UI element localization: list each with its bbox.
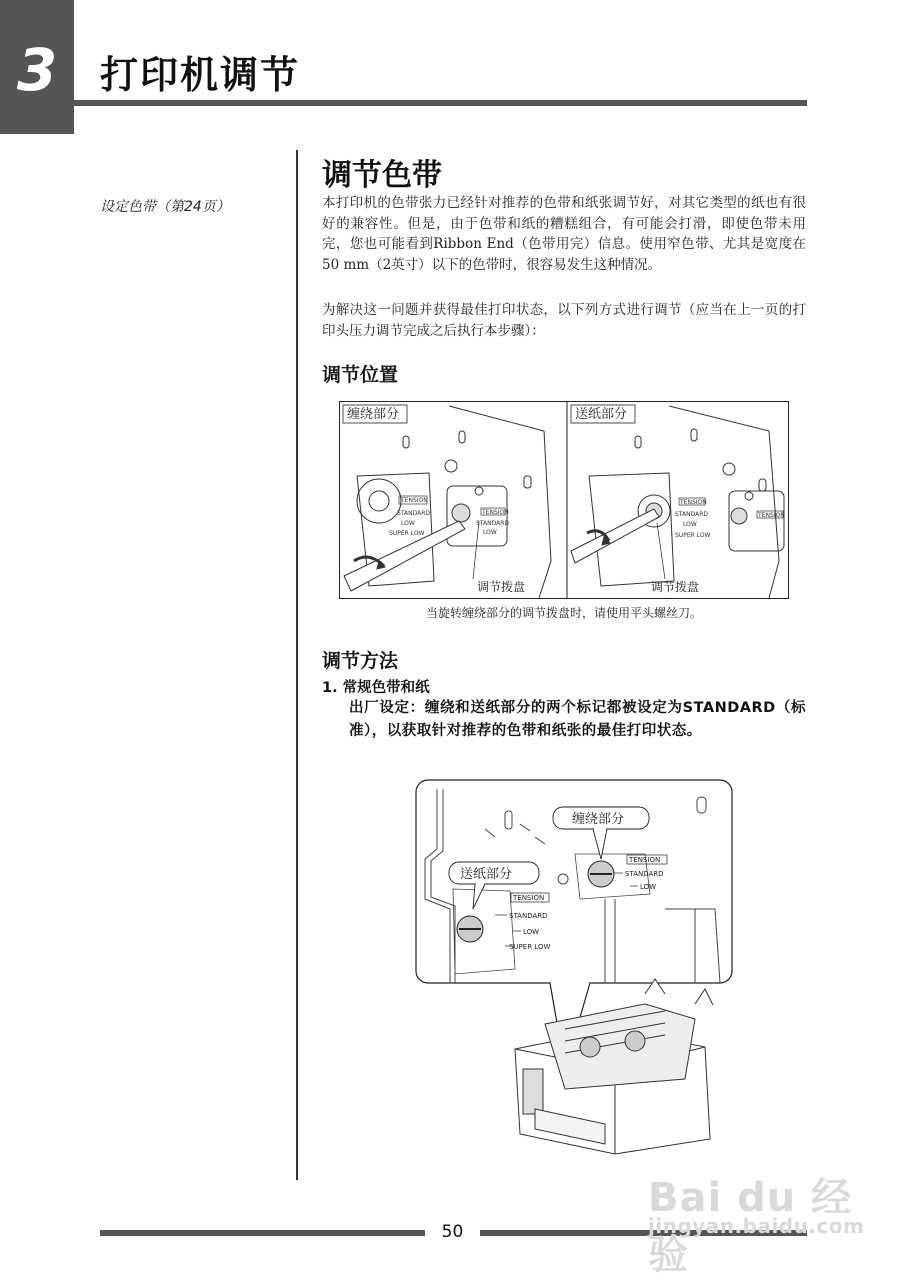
feed-section-label: 送纸部分	[575, 407, 628, 422]
page-number: 50	[441, 1222, 464, 1242]
baidu-watermark-url: jingyan.baidu.com	[648, 1214, 865, 1238]
tension-text-3: TENSION	[680, 499, 707, 506]
chapter-number: 3	[16, 36, 58, 104]
intro-paragraph: 本打印机的色带张力已经针对推荐的色带和纸张调节好，对其它类型的纸也有很好的兼容性。但是，由于色带和纸的糟糕组合，有可能会打滑，即使色带未用完，您也可能看到Ribbon End（色带用完）信息。使用窄色带、尤其是宽度在50 mm（2英寸）以下的色带时，很容易发生这种情况。	[322, 195, 806, 273]
super-low-text: SUPER LOW	[389, 530, 425, 537]
standard-text-3: STANDARD	[675, 511, 709, 518]
feed-section-callout: 送纸部分	[460, 867, 513, 882]
adjust-dial-label-right: 调节拨盘	[651, 580, 700, 594]
column-divider	[296, 150, 298, 1180]
low-text-3: LOW	[683, 521, 697, 528]
position-heading: 调节位置	[322, 364, 399, 386]
chapter-title: 打印机调节	[100, 53, 301, 97]
section-title: 调节色带	[322, 158, 442, 193]
low-text-2: LOW	[483, 529, 497, 536]
rewind-standard-text: STANDARD	[625, 870, 664, 878]
adjustment-position-figure	[339, 401, 789, 599]
item-1-body: 出厂设定：缠绕和送纸部分的两个标记都被设定为STANDARD（标准），以获取针对推荐的色带和纸张的最佳打印状态。	[349, 700, 806, 739]
printer-drawing	[515, 979, 713, 1154]
tension-text-2: TENSION	[482, 509, 509, 516]
figure-caption: 当旋转缠绕部分的调节拨盘时，请使用平头螺丝刀。	[425, 606, 702, 620]
method-heading: 调节方法	[322, 650, 399, 672]
adjust-dial-label-left: 调节拨盘	[477, 580, 526, 594]
baidu-watermark-logo: Bai du 经验	[648, 1175, 853, 1278]
feed-low-text: LOW	[523, 928, 540, 936]
rewind-low-text: LOW	[640, 883, 657, 891]
standard-text-2: STANDARD	[476, 520, 510, 527]
sidebar-reference: 设定色带（第24页）	[100, 199, 230, 215]
feed-standard-text: STANDARD	[509, 912, 548, 920]
chapter-tab	[0, 0, 74, 134]
feed-tension-text: TENSION	[513, 894, 545, 902]
super-low-text-3: SUPER LOW	[675, 532, 711, 539]
chapter-rule	[74, 100, 807, 106]
factory-setting-figure	[415, 779, 735, 1161]
tension-text: TENSION	[401, 497, 428, 504]
standard-text: STANDARD	[397, 510, 431, 517]
rewind-tension-text: TENSION	[629, 856, 661, 864]
procedure-paragraph: 为解决这一问题并获得最佳打印状态，以下列方式进行调节（应当在上一页的打印头压力调节完成之后执行本步骤）：	[322, 302, 806, 339]
rewind-section-label: 缠绕部分	[347, 407, 400, 422]
tension-text-4: TENSION	[758, 512, 785, 519]
feed-super-low-text: SUPER LOW	[509, 943, 551, 951]
item-1-title: 1. 常规色带和纸	[322, 680, 430, 696]
low-text: LOW	[401, 520, 415, 527]
rewind-section-callout: 缠绕部分	[572, 812, 625, 827]
footer-rule-left	[100, 1230, 425, 1236]
